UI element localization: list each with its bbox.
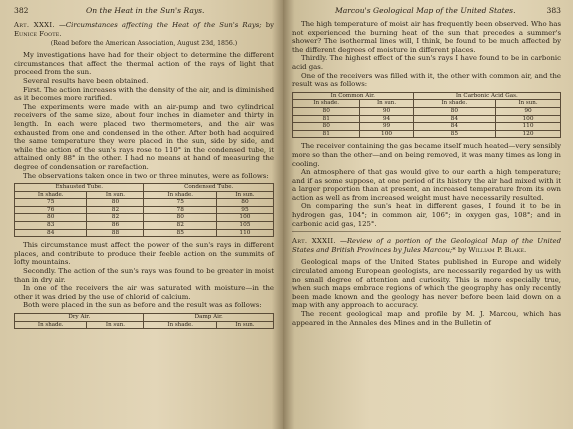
left-running-head [14,6,274,16]
article-title: —Circumstances affecting the Heat of the Sun's Rays; [58,21,262,29]
table-cell: 120 [496,130,561,138]
paragraph: Secondly. The action of the sun's rays was found to be greater in moist than in dry air. [14,267,274,284]
table-cell: 100 [496,115,561,123]
paragraph: One of the receivers was filled with it, the other with common air, and the result was as follows: [292,71,561,89]
article-number: Art. XXXII. [292,237,336,246]
table-cell: 99 [360,123,413,131]
table-row [15,229,274,237]
table-cell: 95 [216,206,273,214]
column-header: In shade. [144,321,216,329]
paragraph: The experiments were made with an air-pump and two cylindrical receivers of the same size, about four inches in diameter and thirty in length. In each were placed two thermometers, and the air was exhausted from one and condensed in the other. After both had acquired the same temperature they were placed in the sun, side by side, and while the action of the sun's rays rose to 110° in the condensed tube, it attained only 88° in the other. I had no means at hand of measuring the degree of condensation or rarefaction. [14,102,274,171]
column-header: In sun. [216,191,273,199]
body-text [292,20,561,89]
table-group-header: Exhausted Tube. [15,184,144,192]
table-row [15,214,274,222]
table-cell: 84 [413,115,495,123]
table-cell: 100 [360,130,413,138]
column-header: In shade. [144,191,216,199]
article-by: by [457,245,467,254]
table-cell: 88 [87,229,144,237]
table-row [293,130,561,138]
article-by: by [265,21,274,29]
table-cell: 80 [144,214,216,222]
table-cell: 86 [87,222,144,230]
table-body [293,107,561,137]
page-number: 383 [546,6,561,15]
table-group-header: Damp Air. [144,314,274,322]
paragraph: The receiver containing the gas became itself much heated—very sensibly more so than the other—and on being removed, it was many times as long in cooling. [292,142,561,168]
article-number: Art. XXXI. [14,21,55,29]
table-row [15,222,274,230]
paragraph: The observations taken once in two or three minutes, were as follows: [23,171,269,180]
table-cell: 110 [216,229,273,237]
table-body [15,199,274,237]
table-row [293,123,561,131]
read-note: (Read before the American Association, August 23d, 1856.) [50,40,238,48]
table-cell: 80 [293,107,360,115]
table-cell: 81 [293,115,360,123]
body-text [14,51,274,180]
body-text [292,142,561,228]
column-header: In sun. [87,191,144,199]
table-row [293,107,561,115]
common-air-carbonic-table [292,92,561,139]
running-title: On the Heat in the Sun's Rays. [86,6,205,15]
table-group-header: Dry Air. [15,314,144,322]
table-cell: 82 [87,206,144,214]
table-cell: 85 [413,130,495,138]
column-header: In sun. [360,100,413,108]
paragraph: The recent geological map and profile by M. J. Marcou, which has appeared in the Annales des Mines and in the Bulletin of [292,310,561,327]
paragraph: First. The action increases with the density of the air, and is diminished as it becomes more rarified. [14,85,274,103]
column-header: In sun. [87,321,144,329]
paragraph: Thirdly. The highest effect of the sun's rays I have found to be in carbonic acid gas. [292,54,561,71]
table-cell: 82 [87,214,144,222]
right-page [283,0,573,429]
article-author: Eunice Foote. [14,29,62,38]
table-cell: 78 [144,206,216,214]
exhausted-condensed-table [14,183,274,237]
table-cell: 80 [87,199,144,207]
column-header: In shade. [293,100,360,108]
table-cell: 80 [15,214,87,222]
table-cell: 85 [144,229,216,237]
paragraph: My investigations have had for their object to determine the different circumstances that affect the thermal action of the rays of light that proceed from the sun. [14,51,274,77]
body-text [292,258,561,327]
table-cell: 94 [360,115,413,123]
table-cell: 83 [15,222,87,230]
table-cell: 110 [496,123,561,131]
table-group-header: In Carbonic Acid Gas. [413,92,560,100]
table-cell: 90 [360,107,413,115]
article-heading [292,237,561,254]
table-row [293,115,561,123]
article-author: William P. Blake. [468,245,527,254]
table-cell: 90 [496,107,561,115]
paragraph: The high temperature of moist air has frequently been observed. Who has not experienced the burning heat of the sun that precedes a summer's shower? The isothermal lines will, I think, be found to be much affected by the different degrees of moisture in different places. [292,20,561,54]
paragraph: In one of the receivers the air was saturated with moisture—in the other it was dried by the use of chlorid of calcium. [14,284,274,301]
article-heading [14,21,274,38]
body-text [14,241,274,310]
table-group-header: In Common Air. [293,92,414,100]
table-cell: 81 [293,130,360,138]
table-cell: 84 [15,229,87,237]
left-page [0,0,283,429]
table-cell: 80 [413,107,495,115]
table-row [15,206,274,214]
table-cell: 80 [293,123,360,131]
paragraph: Geological maps of the United States published in Europe and widely circulated among European geologists, are necessarily regarded by us with no small degree of attention and curiosity. This is more especially true, when such maps embrace regions of which the geography has only recently been made known and the geology has never before been laid down on a map with any approach to accuracy. [292,258,561,310]
column-header: In sun. [496,100,561,108]
paragraph: Both were placed in the sun as before and the result was as follows: [23,301,262,310]
table-cell: 76 [15,206,87,214]
table-cell: 84 [413,123,495,131]
dry-damp-table [14,313,274,329]
table-cell: 105 [216,222,273,230]
article-title: —Review of a portion of the Geological Map of the United States and British Provinces by Jules Marcou;* [292,237,561,254]
table-row [15,199,274,207]
paragraph: An atmosphere of that gas would give to our earth a high temperature; and if as some suppose, at one period of its history the air had mixed with it a larger proportion than at present, an increased temperature from its own action as well as from increased weight must have necessarily resulted. [292,168,561,202]
table-cell: 75 [144,199,216,207]
running-title: Marcou's Geological Map of the United States. [335,6,516,15]
table-cell: 80 [216,199,273,207]
table-cell: 100 [216,214,273,222]
paragraph: On comparing the sun's heat in different gases, I found it to be in hydrogen gas, 104°; in common air, 106°; in oxygen gas, 108°; and in carbonic acid gas, 125°. [292,202,561,228]
page-number: 382 [14,6,29,15]
article-divider [292,231,561,232]
table-group-header: Condensed Tube. [144,184,274,192]
paragraph: This circumstance must affect the power of the sun's rays in different places, and contribute to produce their feeble action on the summits of lofty mountains. [14,241,274,267]
paragraph: Several results have been obtained. [23,76,149,85]
right-running-head [292,6,561,16]
table-cell: 82 [144,222,216,230]
column-header: In shade. [413,100,495,108]
column-header: In shade. [15,191,87,199]
table-cell: 75 [15,199,87,207]
column-header: In shade. [15,321,87,329]
column-header: In sun. [216,321,273,329]
